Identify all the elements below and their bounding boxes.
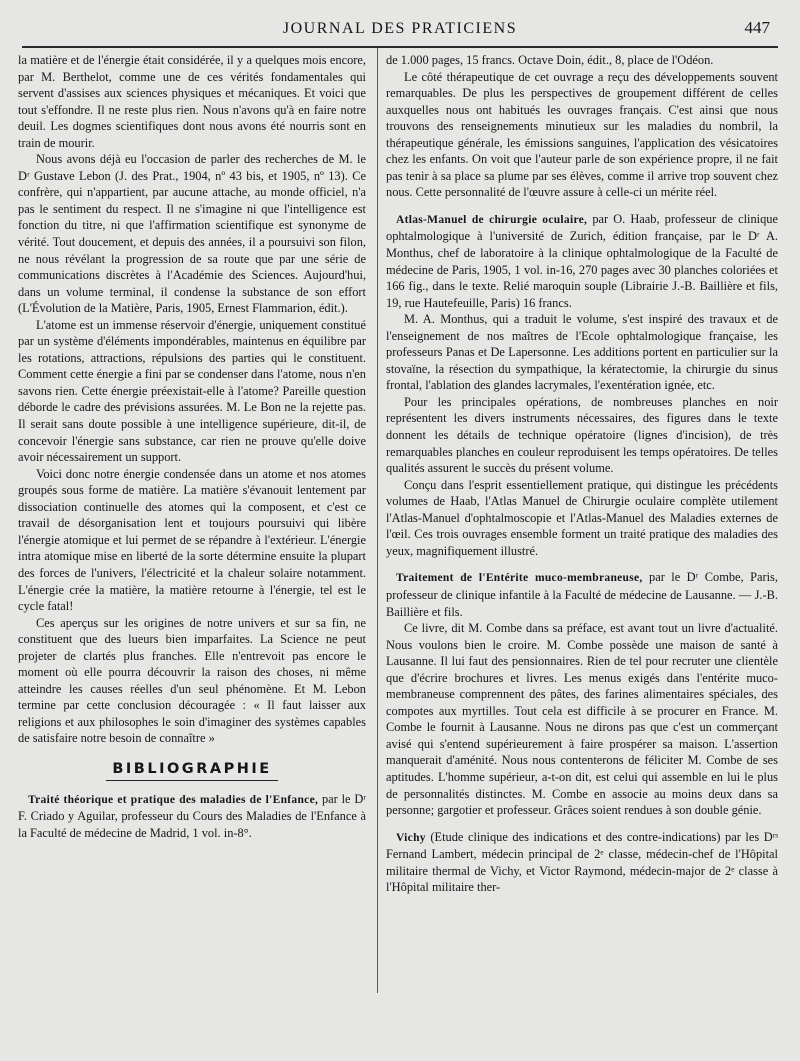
entry-title: Atlas-Manuel de chirurgie oculaire,: [396, 213, 588, 226]
paragraph: Nous avons déjà eu l'occasion de parler des recherches de M. le Dʳ Gustave Lebon (J. des Prat., 1904, nº 43 bis, et 1905, nº 13). Ce confrère, qui n'appartient, par aucune attache, au monde officiel, n'a pas le sentiment du respect. Il ne s'imagine ni que l'intelligence est fonction du titre, ni que l'affirmation scientifique est synonyme de vérité. Tout doucement, et depuis des années, il a poursuivi son filon, ne nous révélant la progression de sa route que par une série de communications discrètes à l'Académie des Sciences. Aujourd'hui, dans un volume terminal, il condense la substance de son effort (L'Évolution de la Matière, Paris, 1905, Ernest Flammarion, édit.).: [18, 152, 366, 316]
bibliography-heading: BIBLIOGRAPHIE: [18, 761, 366, 781]
entry-body: par le Dʳ Combe, Paris, professeur de clinique infantile à la Faculté de médecine de Lausanne. — J.-B. Baillière et fils.: [386, 570, 778, 619]
page-header: [22, 12, 778, 48]
paragraph: de 1.000 pages, 15 francs. Octave Doin, édit., 8, place de l'Odéon.: [386, 53, 714, 67]
entry-body: par O. Haab, professeur de clinique ophtalmologique à l'université de Zurich, édition française, par le Dʳ A. Monthus, chef de laboratoire à la clinique ophtalmologique de la Faculté de médecine de Paris, 1905, 1 vol. in-16, 270 pages avec 30 planches coloriées et 166 fig., dans le texte. Relié maroquin souple (Librairie J.-B. Baillière et fils, 19, rue Hautefeuille, Paris) 16 francs.: [386, 211, 778, 310]
paragraph: Pour les principales opérations, de nombreuses planches en noir représentent les divers instruments nécessaires, des figures dans le texte donnent les détails de technique opératoire (lignes d'incision), de très remarquables planches en couleur reproduisent les temps opératoires. De telles qualités assurent le succès du présent volume.: [386, 394, 778, 476]
paragraph: M. A. Monthus, qui a traduit le volume, s'est inspiré des travaux et de l'enseignement de nos maîtres de l'Ecole ophtalmologique française, les professeurs Panas et De Lapersonne. Les additions portent en particulier sur la stovaïne, la résection du sympathique, la kératectomie, la chirurgie du sinus frontal, l'ablation des glandes lacrymales, l'exentération ignée, etc.: [386, 312, 778, 393]
paragraph: Conçu dans l'esprit essentiellement pratique, qui distingue les précédents volumes de Haab, l'Atlas Manuel de Chirurgie oculaire complète utilement l'Atlas-Manuel d'ophtalmoscopie et l'Atlas-Manuel des Maladies externes de l'œil. Ces trois ouvrages ensemble forment un traité pratique des maladies des yeux, magnifiquement illustré.: [386, 477, 778, 558]
right-column: [386, 52, 778, 896]
bibliography-entry: [386, 211, 778, 311]
paragraph: Le côté thérapeutique de cet ouvrage a reçu des développements souvent remarquables. De plus les perspectives de groupement différent de celles auxquelles nous ont habitués les ouvrages français. C'est ainsi que nous trouvons des renseignements minutieux sur les maladies du nombril, la thérapeutique générale, les émissions sanguines, l'application des vésicatoires chez les enfants. On voit que l'auteur parle de son expérience propre, il ne fait pas tenir à sa place sa plume par ses élèves, comme il arrive trop souvent chez nous. Cette personnalité de l'œuvre assure à celle-ci un mérite réel.: [386, 69, 778, 200]
entry-title: Traité théorique et pratique des maladies de l'Enfance,: [28, 793, 319, 806]
column-divider: [377, 48, 378, 993]
entry-body: (Etude clinique des indications et des contre-indications) par les Dʳˢ Fernand Lambert, médecin principal de 2ᵉ classe, médecin-chef de l'Hôpital militaire thermal de Vichy, et Victor Raymond, médecin-major de 2ᵉ classe à l'Hôpital militaire ther-: [386, 829, 778, 895]
page-number: 447: [744, 18, 770, 37]
left-column: [18, 52, 366, 841]
paragraph: L'atome est un immense réservoir d'énergie, uniquement constitué par un système d'éléments impondérables, maintenus en équilibre par les rotations, attractions, répulsions des parties qui le constituent. Comment cette énergie a fini par se condenser dans l'atome, nous n'en savons rien. Cette énergie préexistait-elle à l'atome? Pareille question déborde le cadre des prévisions assurées. M. Le Bon ne la rejette pas. Il serait sans doute possible à une intelligence supérieure, dit-il, de concevoir l'énergie sans substance, car rien ne prouve qu'elle doive avoir nécessairement un support.: [18, 317, 366, 465]
bibliography-entry: [18, 791, 366, 842]
paragraph: Ces aperçus sur les origines de notre univers et sur sa fin, ne constituent que des lueurs bien imparfaites. La Science ne peut projeter de clartés plus franches. Elle n'entrevoit pas encore le moment où elle pourra découvrir la raison des choses, ni même atteindre les causes réelles d'un seul phénomène. Et M. Lebon termine par cette conclusion découragée : « Il faut laisser aux religions et aux philosophes le soin d'imaginer des systèmes capables de satisfaire notre besoin de connaître »: [18, 615, 366, 746]
entry-title: Traitement de l'Entérite muco-membraneuse,: [396, 572, 643, 585]
entry-body: par le Dʳ F. Criado y Aguilar, professeur du Cours des Maladies de l'Enfance à la Faculté de médecine de Madrid, 1 vol. in-8°.: [18, 791, 366, 840]
bibliography-entry: [386, 569, 778, 620]
journal-title: JOURNAL DES PRATICIENS: [282, 20, 518, 37]
paragraph: la matière et de l'énergie était considérée, il y a quelques mois encore, par M. Berthelot, comme une de ces vérités fondamentales qui servent d'assises aux sciences physiques et mécaniques. Et voici que tout s'effondre. Il ne reste plus rien. Nous n'avons qu'à en faire notre deuil. Les dogmes scientifiques dont nous avons été nourris sont en train de mourir.: [18, 53, 366, 150]
bibliography-entry: [386, 829, 778, 896]
paragraph: Voici donc notre énergie condensée dans un atome et nos atomes groupés sous forme de matière. La matière s'évanouit lentement par dissociation continuelle des atomes qui la composent, et c'est ce travail de désorganisation lent et toujours poursuivi qui libère l'énergie atomique et lui permet de se répandre à l'extérieur. L'énergie intra atomique mise en liberté de la sorte détermine ensuite la plupart des forces de l'univers, l'électricité et la chaleur solaire notamment. L'énergie crée la matière, la matière retourne à l'énergie, tel est le cycle fatal!: [18, 466, 366, 614]
entry-title: Vichy: [396, 831, 426, 844]
paragraph: Ce livre, dit M. Combe dans sa préface, est avant tout un livre d'actualité. Nous voulons bien le croire. M. Combe possède une maison de santé à Lausanne. Il lui faut des pensionnaires. Rien de tel pour recruter une clientèle que d'écrire brochures et livres. Les menus exigés dans l'entérite muco-membraneuse comprennent des pâtes, des farines alimentaires spéciales, des compotes aux myrtilles. Tout cela est difficile à se procurer en France. M. Combe le fournit à Lausanne. Nous ne dirons pas que c'est un commerçant avisé qui s'entend supérieurement à faire prospérer sa maison. L'assertion manquerait d'aménité. Nous nous contenterons de féliciter M. Combe de ses aptitudes. L'homme supérieur, a-t-on dit, est celui qui assemble en lui le plus de personnalités distinctes. M. Combe en associe au moins deux dans sa personne; gargotier et professeur. Grâces soient rendues à son double génie.: [386, 621, 778, 818]
